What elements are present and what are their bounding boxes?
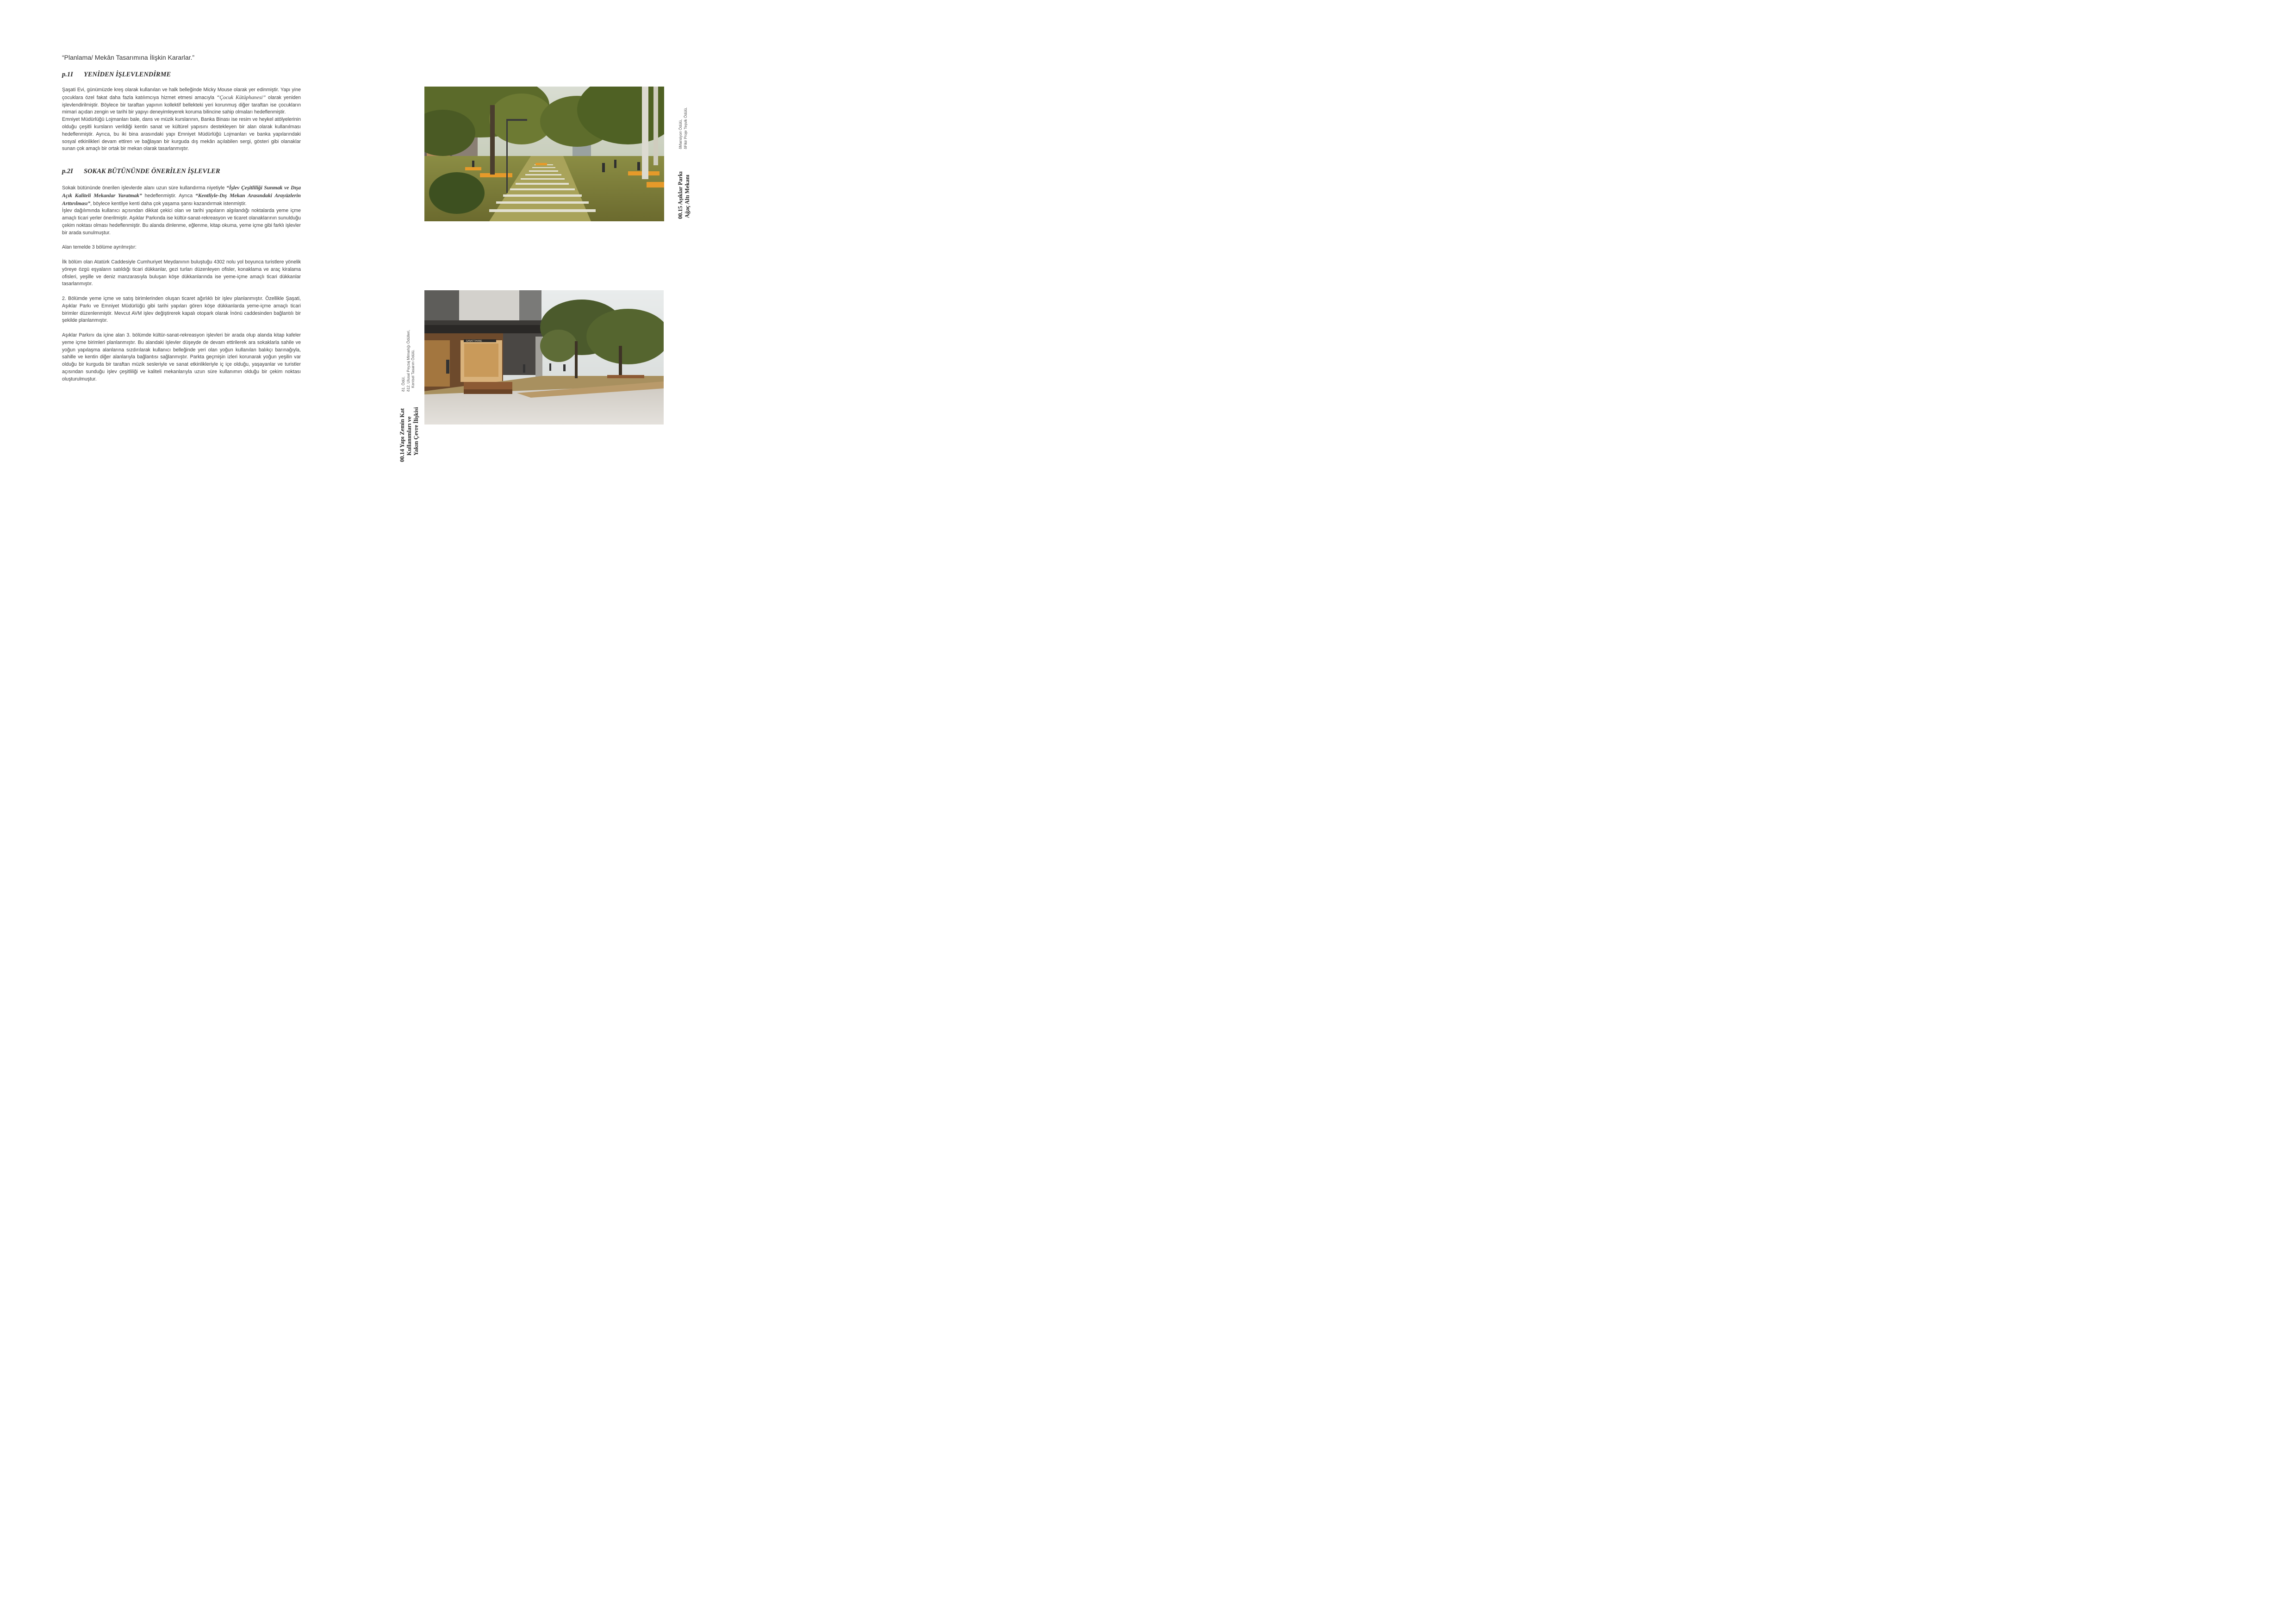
caption-title: Ağaç Altı Mekanı <box>684 175 691 218</box>
award-note: δMansiyon Ödülü, <box>678 119 683 149</box>
section-1-body <box>62 87 301 153</box>
figure-15-award-note <box>678 107 688 149</box>
section-title: SOKAK BÜTÜNÜNDE ÖNERİLEN İŞLEVLER <box>84 168 220 175</box>
italic-quote: “Kentliyle-Dış Mekan Arasındaki Arayüzlerin Arttırılması” <box>62 192 301 206</box>
caption-title: 00.15 Aşıklar Parkı <box>677 171 684 219</box>
text-run: Sokak bütününde önerilen işlevlerde alanı uzun süre kullandırma niyetiyle <box>62 185 227 191</box>
text-run: , böylece kentliye kenti daha çok yaşama şansı kazandırmak istenmiştir. <box>90 200 247 206</box>
section-number: p.2I <box>62 168 73 175</box>
italic-quote: “Çocuk Kütüphanesi” <box>216 94 266 100</box>
caption-title: 00.14 Yapı Zemin Kat <box>399 408 405 462</box>
figure-15-caption <box>677 171 691 219</box>
park-render-image <box>424 87 664 221</box>
ground-floor-render-image <box>424 290 664 425</box>
paragraph: 2. Bölümde yeme içme ve satış birimlerinden oluşan ticaret ağırlıklı bir işlev planlanmıştır. Özellikle Şaşati, Aşıklar Parkı ve Emniyet Müdürlüğü gibi tarihi yapıları gören köşe dükkanlarda yeme-içme amaçlı ticari birimler düzenlenmiştir. Mevcut AVM işlev değiştirerek kapalı otopark olarak İnönü caddesinden bağlantılı bir şekilde planlanmıştır. <box>62 295 301 324</box>
section-heading-2 <box>62 168 220 175</box>
section-heading-1 <box>62 71 171 79</box>
award-note: δ12. Ulusal Peyzaj Mimarlığı Ödülleri, <box>406 330 411 392</box>
text-run: hedeflenmiştir. Ayrıca <box>142 193 196 199</box>
paragraph: İşlev dağılımında kullanıcı açısından dikkat çekici olan ve tarihi yapıların algılandığı noktalarda yeme içme amaçlı ticari yerler önerilmiştir. Aşıklar Parkında ise kültür-sanat-rekreasyon ve ticaret olanaklarının sunulduğu çekim noktası olması hedeflenmiştir. Bu alanda dinlenme, eğlenme, kitap okuma, yeme içme gibi farklı işlevler bir arada sunulmuştur. <box>62 208 301 236</box>
intro-heading: “Planlama/ Mekân Tasarımına İlişkin Kararlar.” <box>62 54 195 61</box>
paragraph: Aşıklar Parkını da içine alan 3. bölümde kültür-sanat-rekreasyon işlevleri bir arada olup alanda kitap kafeler yeme içme birimleri planlanmıştır. Bu alandaki işlevler düşeyde de devam ettirilerek ara sokaklarla sahile ve yoğun yapılaşma alanlarına sızdırılarak kullanıcı belleğinde yeri olan yoğun kullanılan balıkçı barınağıyla, sahille ve kentin diğer alanlarıyla bağlantısı sağlanmıştır. Parkta geçmişin izleri korunarak yoğun yeşilin var olduğu bir kurguda bir taraftan müzik sesleriyle ve sanat etkinlikleriyle iç içe olduğu, yaşayanlar ve turistler açısından sunduğu işlev çeşitliliği ve kaliteli mekanlarıyla uzun süre kullanımın olduğu bir çekim noktası oluşturulmuştur. <box>62 332 301 382</box>
text-run: olarak yeniden işlevlendirilmiştir. Böylece bir taraftan yapının kollektif bellekteki yeri korunmuş diğer taraftan ise çocukların mimari açıdan zengin ve tarihi bir yapıyı deneyimleyerek koruma bilincine sahip olmaları hedeflenmiştir. <box>62 94 301 115</box>
shop-sign-text: SANATTIHANE <box>466 340 482 343</box>
section-title: YENİDEN İŞLEVLENDİRME <box>84 71 171 78</box>
award-note: δ1. Ödül, <box>401 376 405 392</box>
section-number: p.1I <box>62 71 73 78</box>
paragraph: Emniyet Müdürlüğü Lojmanları bale, dans ve müzik kurslarının, Banka Binası ise resim ve heykel atölyelerinin olduğu çeşitli kursların verildiği kentin sanat ve kültürel yapısını destekleyen bir alan olarak kullanılması hedeflenmiştir. Ayrıca, bu iki bina arasındaki yapı Emniyet Müdürlüğü Lojmanları ve banka yapılarındaki sosyal etkinlikleri devam ettiren ve bağlayan bir kurguda dış mekân açılabilen sergi, gösteri gibi olanaklar sunan çok amaçlı bir ortak bir mekan olarak tasarlanmıştır. <box>62 117 301 152</box>
paragraph: Alan temelde 3 bölüme ayrılmıştır: <box>62 244 137 250</box>
award-note: Kentsel Tasarım Ödülü. <box>411 349 415 388</box>
text-run: Şaşati Evi, günümüzde kreş olarak kullanılan ve halk belleğinde Micky Mouse olarak yer edinmiştir. Yapı yine çocuklara özel fakat daha fazla katılımcıya hizmet etmesi amacıyla <box>62 87 301 100</box>
italic-quote: “İşlev Çeşitliliği Sunmak ve Dışa Açık Kaliteli Mekanlar Yaratmak” <box>62 185 301 199</box>
ground-floor-render-illustration <box>424 290 664 425</box>
award-note: δFikir Proje Teşvik Ödülü. <box>683 107 688 149</box>
figure-14-award-note <box>401 330 416 392</box>
park-render-illustration <box>424 87 664 221</box>
caption-title: Kullanımları ve <box>406 416 412 456</box>
figure-14-caption <box>399 407 420 462</box>
paragraph: İlk bölüm olan Atatürk Caddesiyle Cumhuriyet Meydanının buluştuğu 4302 nolu yol boyunca turistlere yönelik yöreye özgü eşyaların satıldığı ticari dükkanlar, gezi turları düzenleyen ofisler, konaklama ve araç kiralama ofisleri, yeşille ve deniz manzarasıyla buluşan köşe dükkanlarında ise yeme-içme amaçlı ticari dükkanlar tasarlanmıştır. <box>62 259 301 287</box>
paragraph <box>62 87 301 116</box>
section-2-body <box>62 184 301 383</box>
caption-title: Yakın Çevre İlişkisi <box>413 407 419 456</box>
paragraph <box>62 184 301 207</box>
